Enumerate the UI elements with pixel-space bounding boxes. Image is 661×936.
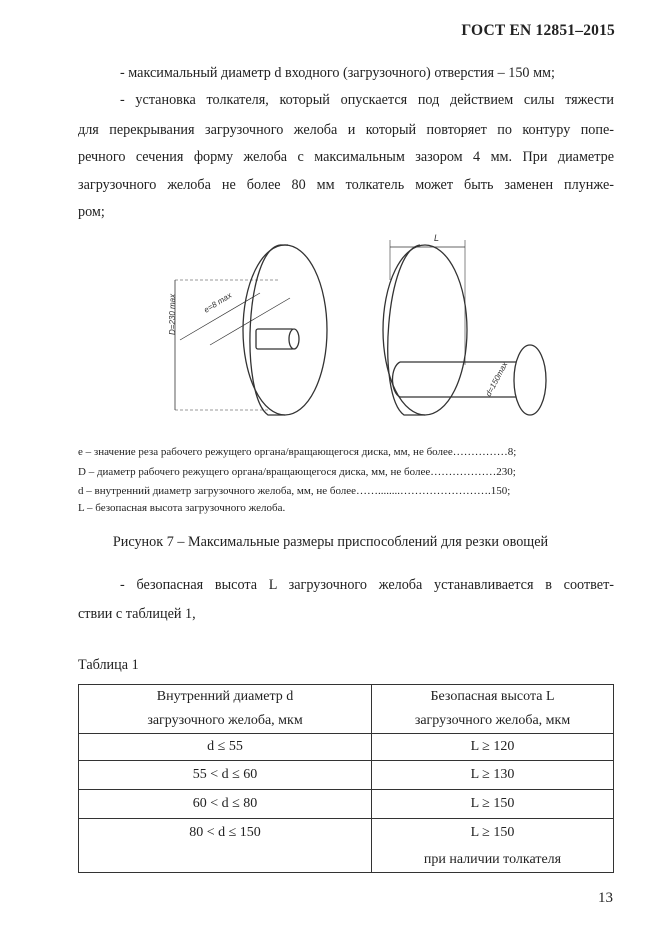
paragraph-pusher-line-1: - установка толкателя, который опускается под действием силы тяжести: [120, 92, 614, 108]
paragraph-safe-height-line-2: ствии с таблицей 1,: [78, 606, 196, 622]
table-cell: 55 < d ≤ 60: [79, 761, 372, 790]
paragraph-pusher-line-4: загрузочного желоба не более 80 мм толкатель может быть заменен плунже-: [78, 177, 614, 193]
cutting-slot: [256, 329, 294, 349]
legend-e: e – значение реза рабочего режущего органа/вращающегося диска, мм, не более……………8;: [78, 446, 517, 458]
paragraph-pusher-line-5: ром;: [78, 204, 105, 220]
legend-D: D – диаметр рабочего режущего органа/вращающегося диска, мм, не более………………230;: [78, 466, 516, 478]
table-row: [79, 734, 614, 761]
table-row: [79, 761, 614, 790]
paragraph-pusher-line-3: речного сечения форму желоба с максимальным зазором 4 мм. При диаметре: [78, 149, 614, 165]
table-cell: L ≥ 150: [372, 790, 614, 819]
table-cell: L ≥ 130: [372, 761, 614, 790]
legend-L: L – безопасная высота загрузочного желоба.: [78, 502, 286, 514]
paragraph-max-diameter: - максимальный диаметр d входного (загрузочного) отверстия – 150 мм;: [120, 65, 555, 81]
label-e: e=8 max: [202, 290, 234, 315]
label-L: L: [434, 233, 440, 243]
table-header-row: [79, 685, 614, 734]
table-row: [79, 790, 614, 819]
figure-7-drawing: [150, 225, 550, 435]
table-cell: d ≤ 55: [79, 734, 372, 761]
table-cell: 60 < d ≤ 80: [79, 790, 372, 819]
label-d: d=150max: [483, 360, 510, 398]
table-cell: 80 < d ≤ 150: [79, 819, 372, 873]
feed-tube: [400, 362, 530, 397]
table-title: Таблица 1: [78, 657, 139, 673]
legend-d: d – внутренний диаметр загрузочного желоба, мм, не более……........…………………….150;: [78, 485, 511, 497]
header-inner-diameter: Внутренний диаметр d загрузочного желоба, мкм: [79, 685, 372, 734]
paragraph-safe-height-line-1: - безопасная высота L загрузочного желоба устанавливается в соответ-: [120, 577, 614, 593]
paragraph-pusher-line-2: для перекрывания загрузочного желоба и который повторяет по контуру попе-: [78, 122, 614, 138]
table-row: [79, 819, 614, 873]
label-D: D=230 max: [168, 293, 177, 335]
document-header: ГОСТ EN 12851–2015: [461, 22, 615, 39]
right-disk-face: [383, 245, 467, 415]
page-number: 13: [598, 890, 613, 906]
safe-height-table: [78, 684, 614, 873]
table-cell-with-note: L ≥ 150 при наличии толкателя: [372, 819, 614, 873]
header-safe-height: Безопасная высота L загрузочного желоба, мкм: [372, 685, 614, 734]
table-cell: L ≥ 120: [372, 734, 614, 761]
figure-caption: Рисунок 7 – Максимальные размеры приспособлений для резки овощей: [112, 534, 549, 550]
